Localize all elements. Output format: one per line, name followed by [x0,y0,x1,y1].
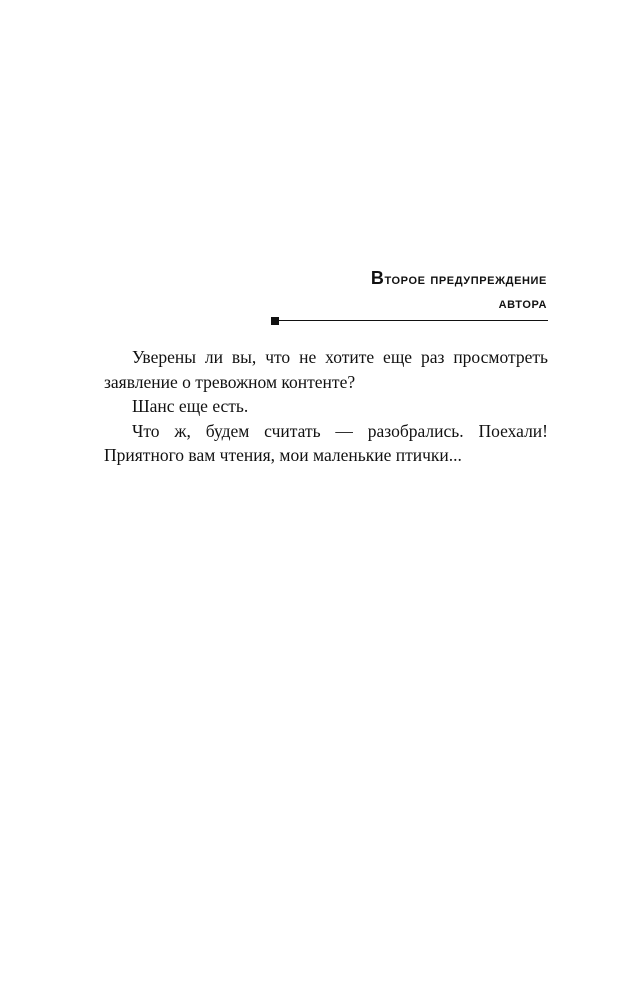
chapter-heading-rest: торое предупреждение [384,271,547,288]
paragraph-3: Что ж, будем считать — разобрались. Поехали! Приятного вам чтения, мои маленькие птички... [104,420,548,465]
chapter-heading-line-2: автора [498,295,547,312]
chapter-heading-initial: В [370,268,385,288]
rule-line [279,320,548,321]
chapter-heading [371,266,547,316]
body-text [104,345,548,468]
paragraph-2: Шанс еще есть. [132,396,249,416]
heading-rule [271,317,548,325]
chapter-heading-line-1 [371,266,547,292]
paragraph-1: Уверены ли вы, что не хотите еще раз просмотреть заявление о тревожном контенте? [104,347,548,392]
rule-square-ornament [271,317,279,325]
